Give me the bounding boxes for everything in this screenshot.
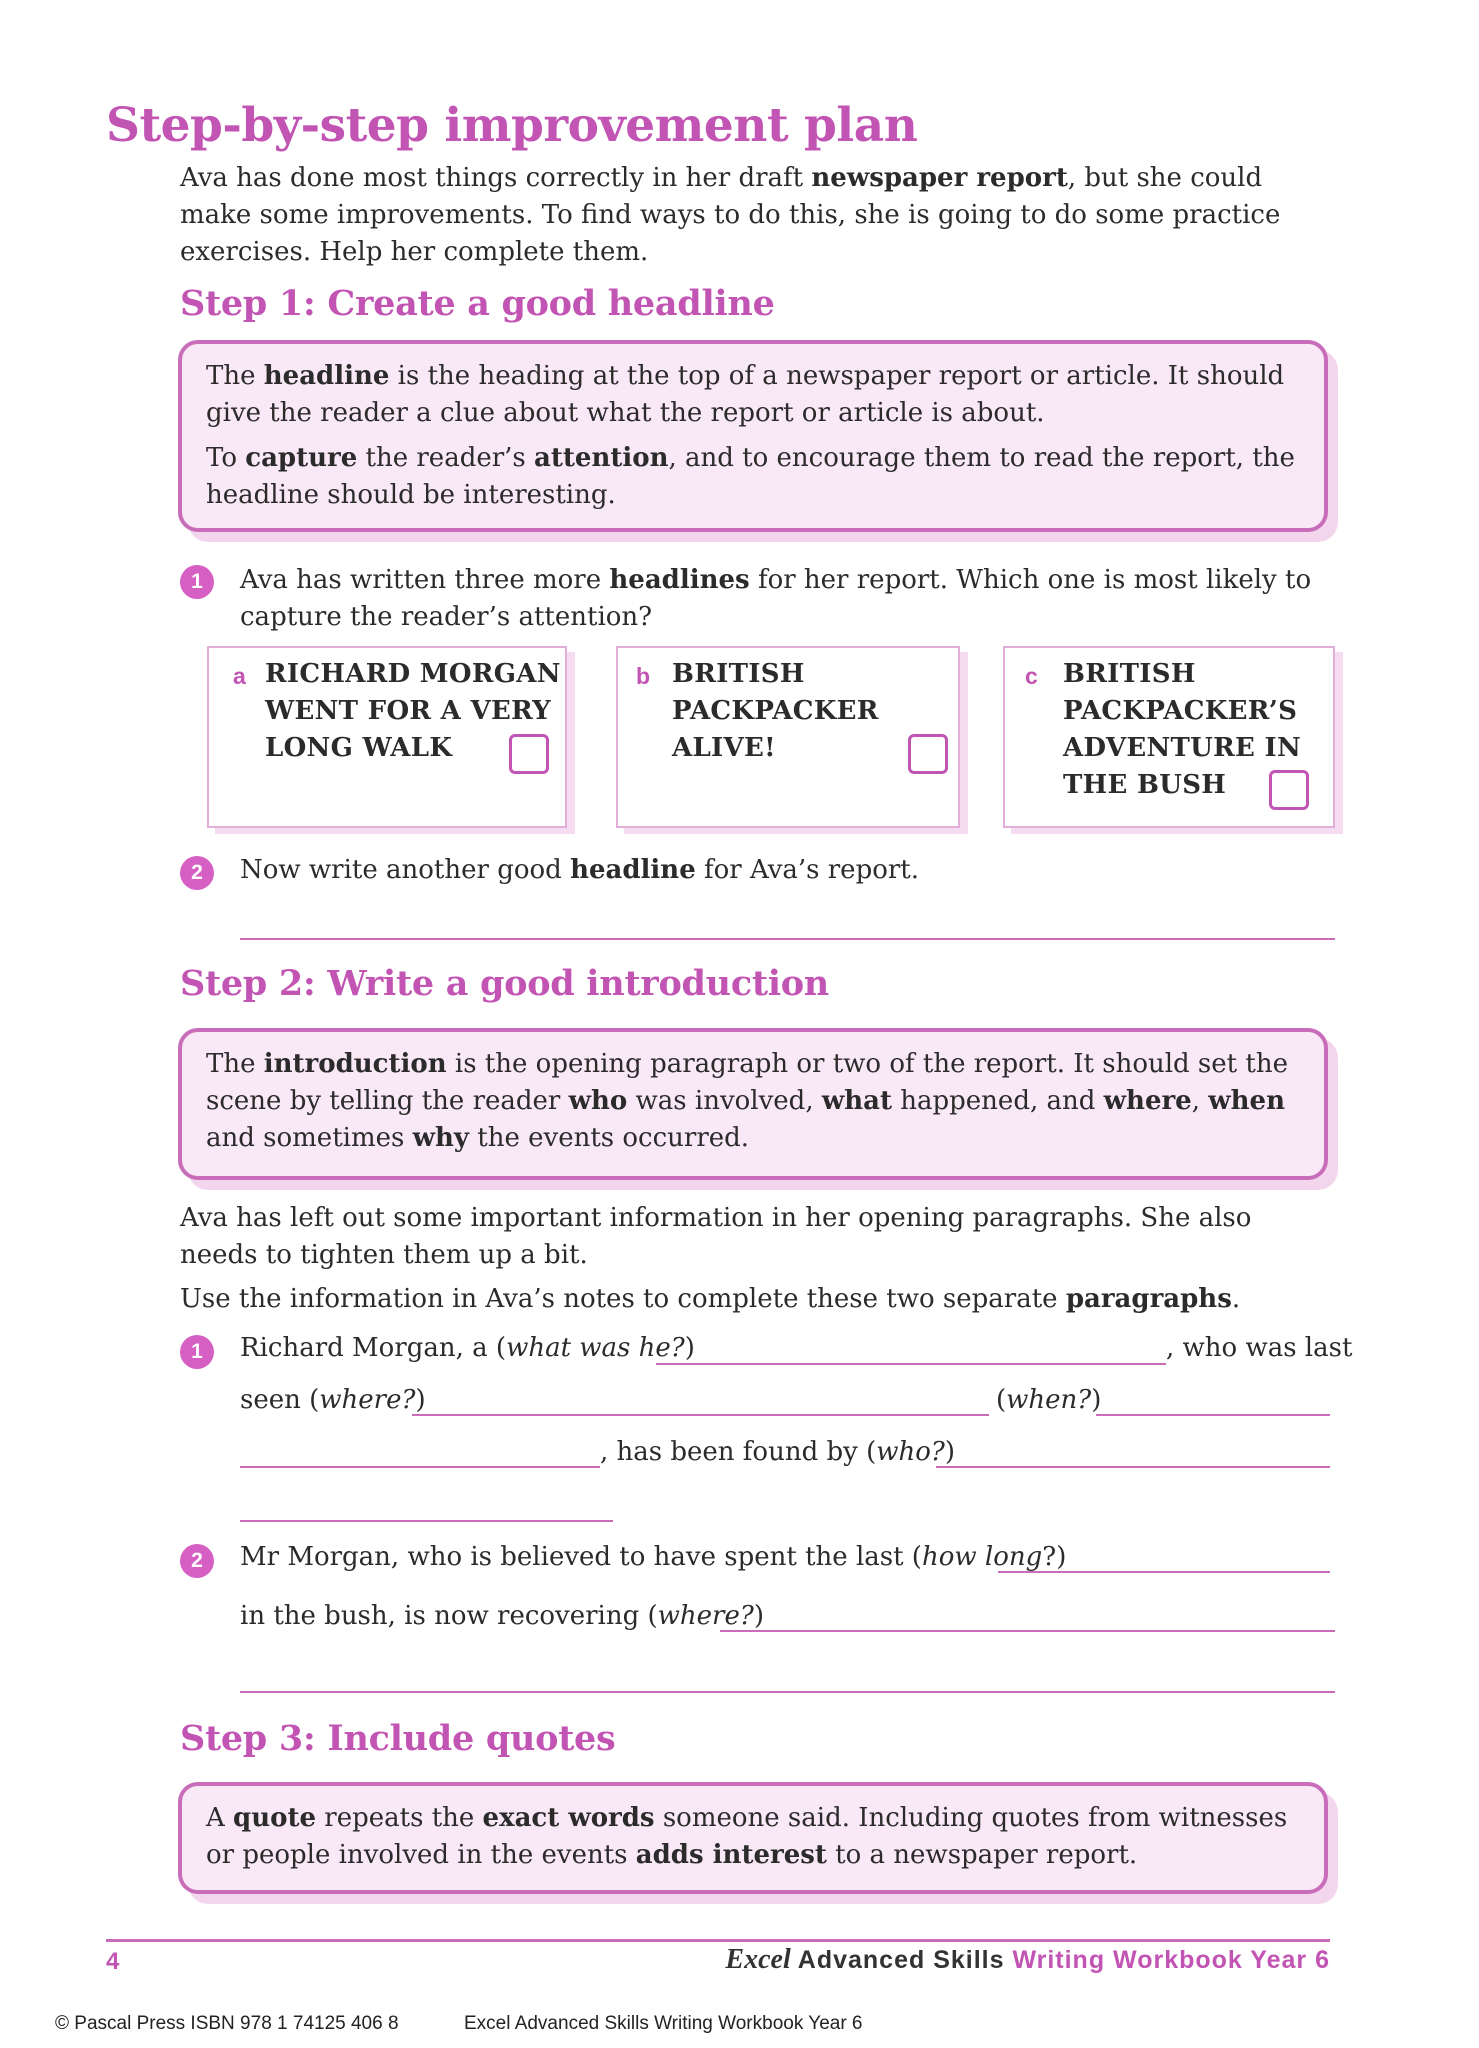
step1-info-box bbox=[178, 340, 1328, 532]
how-long-line[interactable] bbox=[998, 1571, 1330, 1573]
step2-info-text: The introduction is the opening paragraph or two of the report. It should set the scene by telling the reader who was involved, what happened, and where, when and sometimes why the events occurred. bbox=[206, 1049, 1288, 1153]
option-b-checkbox[interactable] bbox=[908, 734, 948, 774]
q2-line1-label: Mr Morgan, who is believed to have spent the last (how long?) bbox=[240, 1542, 1067, 1572]
step1-q1-text: Ava has written three more headlines for her report. Which one is most likely to capture the reader’s attention? bbox=[240, 565, 1312, 632]
q1-line1-label: Richard Morgan, a (what was he?) bbox=[240, 1333, 695, 1363]
continuation-line-3[interactable] bbox=[240, 1691, 1335, 1693]
q1-when-label: (when?) bbox=[996, 1385, 1102, 1415]
q1-who-label: , has been found by (who?) bbox=[600, 1437, 955, 1467]
option-a-checkbox[interactable] bbox=[509, 734, 549, 774]
brand-excel: Excel bbox=[725, 1944, 791, 1975]
copyright-isbn: © Pascal Press ISBN 978 1 74125 406 8 bbox=[55, 2013, 399, 2034]
book-title-footer: Excel Advanced Skills Writing Workbook Year 6 bbox=[464, 2013, 863, 2034]
recovering-where-line[interactable] bbox=[720, 1630, 1335, 1632]
option-text: BRITISH PACKPACKER ALIVE! bbox=[672, 659, 879, 763]
where-line[interactable] bbox=[412, 1414, 989, 1416]
step2-para2: Use the information in Ava’s notes to complete these two separate paragraphs. bbox=[180, 1284, 1241, 1314]
option-c-checkbox[interactable] bbox=[1269, 770, 1309, 810]
step3-heading: Step 3: Include quotes bbox=[180, 1718, 616, 1759]
footer-divider bbox=[106, 1939, 1330, 1942]
headline-option-b[interactable] bbox=[616, 646, 960, 828]
step1-info-p1: The headline is the heading at the top of a newspaper report or article. It should give the reader a clue about what the report or article is about. bbox=[206, 361, 1285, 428]
q1-line2-label: seen (where?) bbox=[240, 1385, 426, 1415]
option-letter: a bbox=[233, 663, 247, 689]
when-line[interactable] bbox=[1096, 1414, 1330, 1416]
headline-option-a[interactable] bbox=[207, 646, 567, 828]
footer-brand bbox=[725, 1944, 1330, 1976]
option-letter: b bbox=[636, 663, 651, 689]
step2-para1: Ava has left out some important information in her opening paragraphs. She also needs to tighten them up a bit. bbox=[180, 1203, 1252, 1270]
headline-option-c[interactable] bbox=[1003, 646, 1335, 828]
step2-q1-number: 1 bbox=[180, 1335, 214, 1369]
step1-heading: Step 1: Create a good headline bbox=[180, 283, 775, 324]
brand-workbook-title: Writing Workbook Year 6 bbox=[1012, 1946, 1330, 1974]
option-text: RICHARD MORGAN WENT FOR A VERY LONG WALK bbox=[265, 659, 561, 763]
brand-advanced-skills: Advanced Skills bbox=[797, 1946, 1005, 1974]
step2-q2-number: 2 bbox=[180, 1544, 214, 1578]
step3-info-box bbox=[178, 1782, 1328, 1894]
step1-q2-number: 2 bbox=[180, 856, 214, 890]
what-was-he-line[interactable] bbox=[656, 1363, 1166, 1365]
step2-heading: Step 2: Write a good introduction bbox=[180, 963, 829, 1004]
step3-info-text: A quote repeats the exact words someone said. Including quotes from witnesses or people involved in the events adds interest to a newspaper report. bbox=[206, 1803, 1288, 1870]
who-line[interactable] bbox=[936, 1466, 1330, 1468]
page-title: Step-by-step improvement plan bbox=[106, 98, 918, 153]
step1-info-p2: To capture the reader’s attention, and to encourage them to read the report, the headline should be interesting. bbox=[206, 443, 1295, 510]
option-text: BRITISH PACKPACKER’S ADVENTURE IN THE BUSH bbox=[1063, 659, 1302, 800]
option-letter: c bbox=[1025, 663, 1039, 689]
continuation-line-2[interactable] bbox=[240, 1520, 613, 1522]
page-number: 4 bbox=[106, 1948, 120, 1975]
step1-q2-text: Now write another good headline for Ava’s report. bbox=[240, 855, 920, 885]
step1-q1-number: 1 bbox=[180, 565, 214, 599]
intro-paragraph: Ava has done most things correctly in her draft newspaper report, but she could make some improvements. To find ways to do this, she is going to do some practice exercises. Help her complete them. bbox=[180, 163, 1281, 267]
continuation-line-1[interactable] bbox=[240, 1466, 600, 1468]
q2-line2-label: in the bush, is now recovering (where?) bbox=[240, 1601, 764, 1631]
step2-info-box bbox=[178, 1028, 1328, 1180]
q1-line1-end: , who was last bbox=[1166, 1333, 1353, 1363]
headline-answer-line[interactable] bbox=[240, 938, 1335, 940]
